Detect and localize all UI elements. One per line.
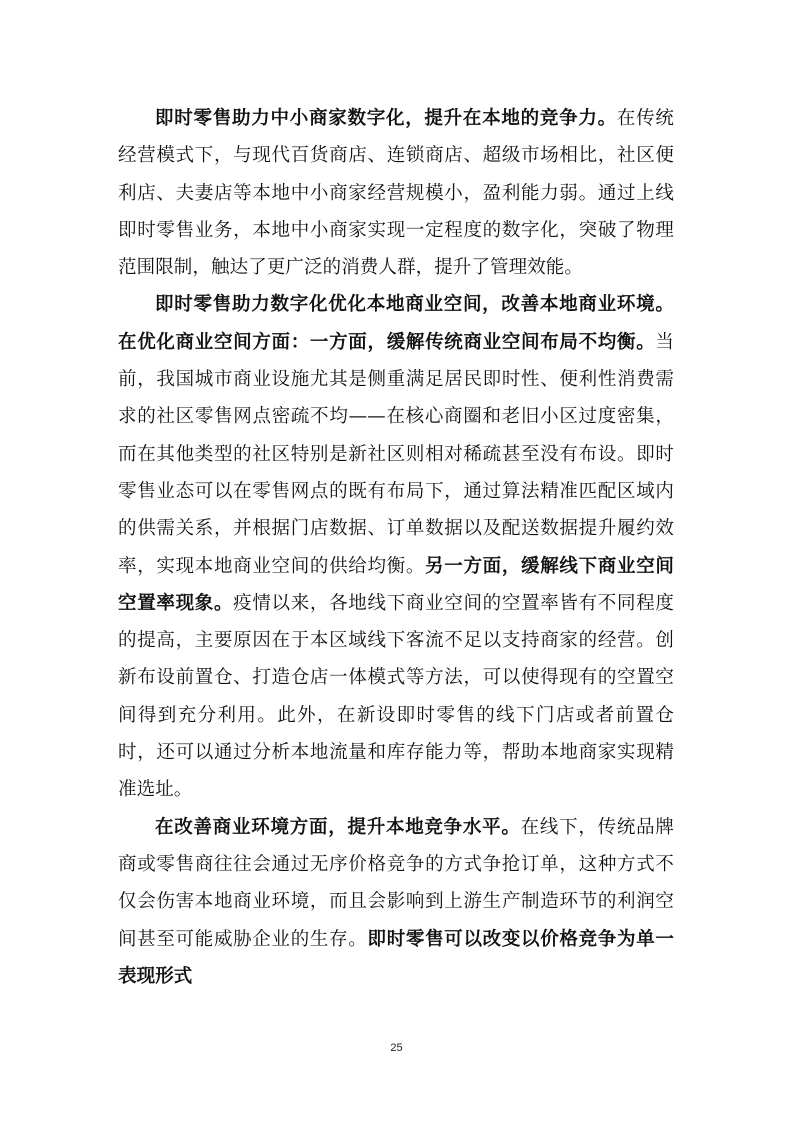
paragraph-3 (118, 809, 674, 995)
paragraph-3-heading: 在改善商业环境方面，提升本地竞争水平。 (155, 816, 521, 838)
document-body (118, 100, 674, 995)
paragraph-2-heading: 即时零售助力数字化优化本地商业空间，改善本地商业环境。在优化商业空间方面：一方面，缓解传统商业空间布局不均衡。 (118, 294, 674, 353)
paragraph-2-body-continued: 疫情以来，各地线下商业空间的空置率皆有不同程度的提高，主要原因在于本区域线下客流不足以支持商家的经营。创新布设前置仓、打造仓店一体模式等方法，可以使得现有的空置空间得到充分利用。此外，在新设即时零售的线下门店或者前置仓时，还可以通过分析本地流量和库存能力等，帮助本地商家实现精准选址。 (118, 592, 674, 801)
paragraph-2 (118, 286, 674, 808)
paragraph-1-heading: 即时零售助力中小商家数字化，提升在本地的竞争力。 (155, 108, 617, 129)
paragraph-2-subheading: 另一方面，缓解线下商业空间空置率现象。 (118, 555, 674, 614)
paragraph-2-body: 当前，我国城市商业设施尤其是侧重满足居民即时性、便利性消费需求的社区零售网点密疏不均——在核心商圈和老旧小区过度密集，而在其他类型的社区特别是新社区则相对稀疏甚至没有布设。即时零售业态可以在零售网点的既有布局下，通过算法精准匹配区域内的供需关系，并根据门店数据、订单数据以及配送数据提升履约效率，实现本地商业空间的供给均衡。 (118, 331, 674, 577)
paragraph-1 (118, 100, 674, 286)
paragraph-3-subheading: 即时零售可以改变以价格竞争为单一表现形式 (118, 928, 674, 987)
paragraph-3-body: 在线下，传统品牌商或零售商往往会通过无序价格竞争的方式争抢订单，这种方式不仅会伤害本地商业环境，而且会影响到上游生产制造环节的利润空间甚至可能威胁企业的生存。 (118, 816, 674, 950)
paragraph-1-body: 在传统经营模式下，与现代百货商店、连锁商店、超级市场相比，社区便利店、夫妻店等本地中小商家经营规模小，盈利能力弱。通过上线即时零售业务，本地中小商家实现一定程度的数字化，突破了物理范围限制，触达了更广泛的消费人群，提升了管理效能。 (118, 108, 674, 279)
page-number: 25 (390, 1042, 403, 1054)
